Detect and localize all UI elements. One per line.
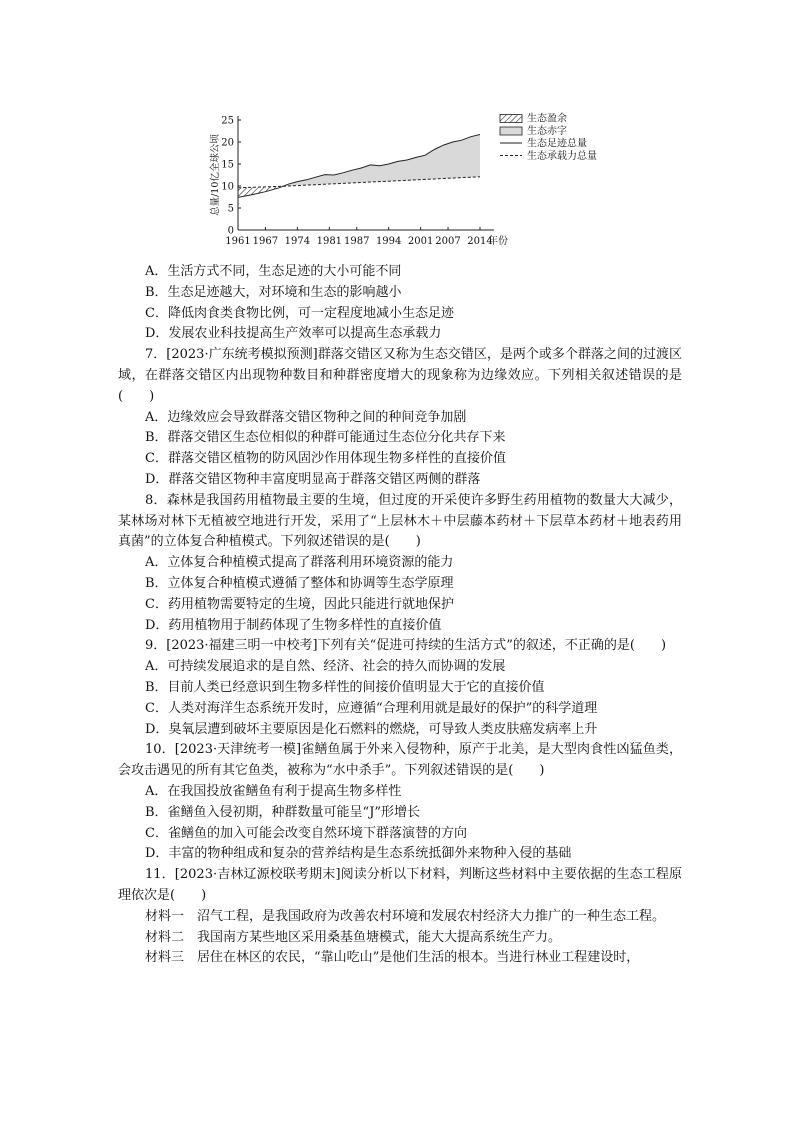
x-tick-label: 1974 — [284, 236, 311, 247]
question-stem: 11．[2023·吉林辽源校联考期末]阅读分析以下材料，判断这些材料中主要依据的生态工程原理依次是( ) — [118, 867, 682, 903]
answer-option: A．立体复合种植模式提高了群落利用环境资源的能力 — [145, 555, 454, 571]
y-tick-label: 5 — [227, 203, 234, 215]
answer-option: D．臭氧层遭到破坏主要原因是化石燃料的燃烧，可导致人类皮肤癌发病率上升 — [145, 721, 598, 737]
answer-option: B．雀鳝鱼入侵初期，种群数量可能呈“J”形增长 — [145, 804, 421, 820]
answer-option: D．丰富的物种组成和复杂的营养结构是生态系统抵御外来物种入侵的基础 — [145, 846, 572, 862]
question-stem: 7．[2023·广东统考模拟预测]群落交错区又称为生态交错区，是两个或多个群落之间的过渡区域，在群落交错区内出现物种数目和种群密度增大的现象称为边缘效应。下列相关叙述错误的是( ) — [118, 347, 682, 404]
x-tick-label: 1994 — [375, 236, 402, 247]
x-axis-label: 年份 — [488, 236, 508, 247]
x-tick-label: 1967 — [252, 236, 279, 247]
answer-option: B．群落交错区生态位相似的种群可能通过生态位分化共存下来 — [145, 430, 506, 446]
legend-label: 生态承载力总量 — [527, 151, 597, 162]
legend-label: 生态赤字 — [527, 126, 567, 137]
y-tick-label: 0 — [227, 225, 234, 237]
answer-option: B．生态足迹越大，对环境和生态的影响越小 — [145, 284, 402, 300]
question-stem: 9．[2023·福建三明一中校考]下列有关“促进可持续的生活方式”的叙述，不正确的是( ) — [145, 638, 667, 654]
question-stem: 10．[2023·天津统考一模]雀鳝鱼属于外来入侵物种，原产于北美，是大型肉食性凶猛鱼类，会攻击遇见的所有其它鱼类，被称为“水中杀手”。下列叙述错误的是( ) — [118, 742, 682, 779]
answer-option: C．药用植物需要特定的生境，因此只能进行就地保护 — [145, 596, 454, 612]
answer-option: A．在我国投放雀鳝鱼有利于提高生物多样性 — [145, 783, 402, 799]
answer-option: C．降低肉食类食物比例，可一定程度地减小生态足迹 — [145, 305, 454, 321]
question-text — [118, 262, 682, 969]
answer-option: C．群落交错区植物的防风固沙作用体现生物多样性的直接价值 — [145, 451, 506, 467]
legend-swatch-surplus — [500, 115, 522, 123]
x-tick-label: 2014 — [467, 236, 493, 247]
answer-option: B．目前人类已经意识到生物多样性的间接价值明显大于它的直接价值 — [145, 679, 545, 695]
ecological-footprint-chart — [196, 108, 636, 256]
answer-option: B．立体复合种植模式遵循了整体和协调等生态学原理 — [145, 575, 454, 591]
y-tick-label: 10 — [221, 181, 234, 193]
material-paragraph: 材料一 沼气工程，是我国政府为改善农村环境和发展农村经济大力推广的一种生态工程。 — [145, 908, 666, 924]
answer-option: D．群落交错区物种丰富度明显高于群落交错区两侧的群落 — [145, 471, 481, 487]
answer-option: C．雀鳝鱼的加入可能会改变自然环境下群落演替的方向 — [145, 825, 467, 841]
x-tick-label: 1981 — [316, 236, 343, 247]
answer-option: C．人类对海洋生态系统开发时，应遵循“合理利用就是最好的保护”的科学道理 — [145, 700, 598, 716]
legend-label: 生态盈余 — [527, 113, 567, 125]
answer-option: A．生活方式不同，生态足迹的大小可能不同 — [145, 264, 402, 279]
answer-option: D．发展农业科技提高生产效率可以提高生态承载力 — [145, 326, 442, 342]
x-tick-label: 2007 — [435, 236, 461, 247]
y-axis-label: 总量/10亿全球公顷 — [210, 134, 221, 216]
answer-option: A．边缘效应会导致群落交错区物种之间的种间竞争加剧 — [145, 409, 467, 425]
legend-swatch-deficit — [500, 127, 522, 135]
x-tick-label: 1961 — [225, 236, 251, 247]
material-paragraph: 材料三 居住在林区的农民，“靠山吃山”是他们生活的根本。当进行林业工程建设时， — [145, 950, 640, 966]
x-tick-label: 2001 — [407, 236, 434, 247]
x-tick-label: 1987 — [343, 236, 370, 247]
question-stem: 8．森林是我国药用植物最主要的生境，但过度的开采使许多野生药用植物的数量大大减少，某林场对林下无植被空地进行开发，采用了“上层林木＋中层藤本药材＋下层草本药材＋地表药用真菌”的立体复合种植模式。下列叙述错误的是( ) — [118, 492, 682, 550]
material-paragraph: 材料二 我国南方某些地区采用桑基鱼塘模式，能大大提高系统生产力。 — [145, 929, 562, 945]
y-tick-label: 15 — [221, 159, 234, 171]
answer-option: A．可持续发展追求的是自然、经济、社会的持久而协调的发展 — [145, 659, 506, 675]
y-tick-label: 25 — [221, 115, 234, 127]
legend-label: 生态足迹总量 — [527, 138, 587, 150]
chart-legend — [500, 112, 597, 163]
answer-option: D．药用植物用于制药体现了生物多样性的直接价值 — [145, 617, 442, 633]
y-tick-label: 20 — [221, 137, 234, 149]
